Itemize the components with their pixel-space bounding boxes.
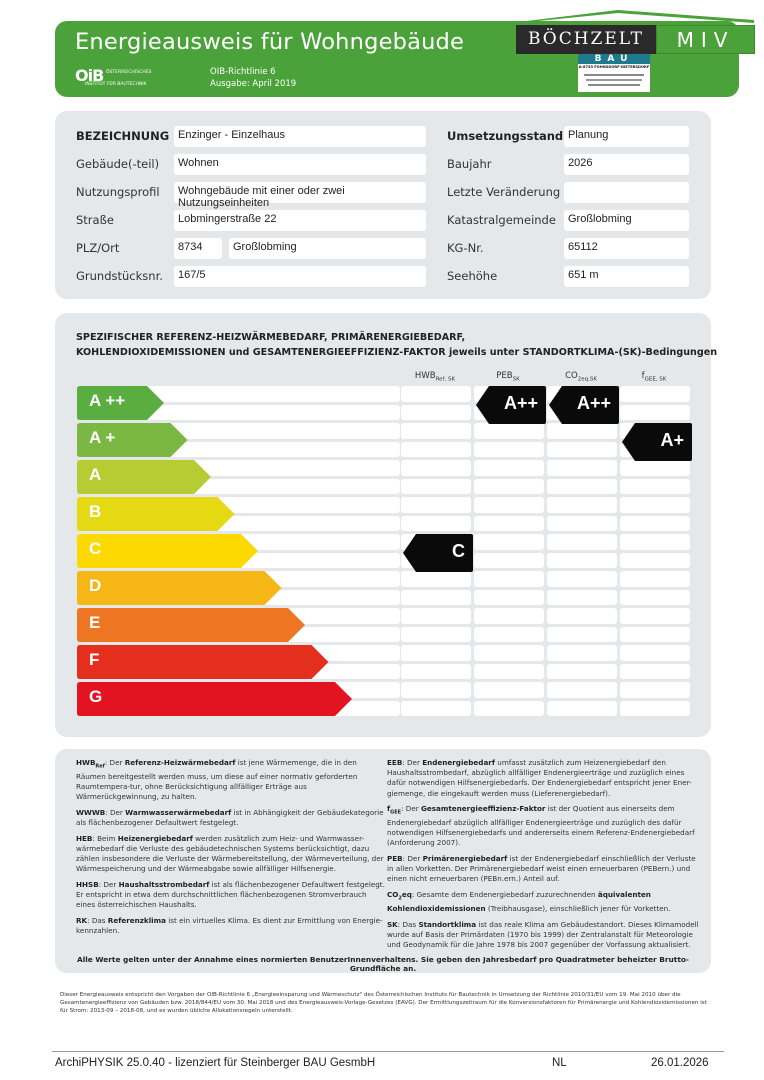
class-arrow-fill	[77, 608, 305, 642]
def-pre: : Der	[402, 854, 423, 864]
definitions-note: Alle Werte gelten unter der Annahme eines normierten BenutzerInnenverhaltens. Sie geben den Jahresbedarf pro Quadratmeter beheizter Brutto-Grundfläche an.	[77, 955, 689, 973]
def-pre: : Der	[402, 758, 423, 767]
def-bold: Referenzklima	[107, 916, 166, 926]
def-term: f	[387, 804, 391, 814]
scale-cell-co2	[547, 645, 617, 661]
def-bold: Haushaltsstrombedarf	[118, 879, 210, 889]
scale-cell-fgee	[620, 627, 690, 643]
label-letzte-veraenderung: Letzte Veränderung	[447, 185, 561, 199]
def-term-sub: GEE	[390, 809, 402, 816]
scale-cell-peb	[474, 516, 544, 532]
scale-cell-hwb	[401, 627, 471, 643]
scale-cell-peb	[474, 553, 544, 569]
energy-class-label: C	[89, 539, 102, 558]
rating-title-line2: KOHLENDIOXIDEMISSIONEN und GESAMTENERGIEEFFIZIENZ-FAKTOR jeweils unter STANDORTKLIMA-(SK)-Bedingungen	[76, 347, 718, 358]
definitions-panel	[55, 749, 711, 973]
column-header-hwb-base: HWB	[414, 371, 436, 381]
scale-cell-peb	[474, 608, 544, 624]
def-text: ist ein virtuelles Klima. Es dient zur Ermittlung von Energie-kennzahlen.	[76, 916, 383, 936]
scale-cell-co2	[547, 423, 617, 439]
def-term-suffix: eq	[401, 890, 412, 900]
scale-cell-fgee	[620, 497, 690, 513]
brand-logo-dark: BÖCHZELT	[516, 25, 656, 54]
def-text: ist jene Wärmemenge, die in den Räumen bereitgestellt werden muss, um diese auf einer normativ geforderten Raumtempera-tur, ohne Berücksichtigung allfälliger Erträge aus Wärmerückgewinnung, zu halten.	[76, 758, 358, 802]
def-term: HWB	[76, 758, 96, 767]
scale-cell-hwb	[401, 682, 471, 698]
definition-rk	[76, 916, 386, 936]
column-header-hwb-sub: Ref, SK	[435, 376, 456, 383]
bau-stamp-letters: BAU	[578, 54, 650, 64]
scale-cell-hwb	[401, 645, 471, 661]
definition-hwb	[76, 758, 386, 802]
class-arrow-fill	[77, 571, 282, 605]
column-header-fgee	[619, 371, 689, 383]
bau-stamp-address: A-8753 FOHNSDORF-DIETERSDORF	[578, 65, 650, 69]
scale-cell-hwb	[401, 405, 471, 421]
definition-fgee	[387, 804, 699, 848]
scale-cell-peb	[474, 497, 544, 513]
scale-cell-peb	[474, 534, 544, 550]
def-pre: : Beim	[92, 833, 118, 843]
scale-cell-hwb	[401, 571, 471, 587]
scale-cell-fgee	[620, 571, 690, 587]
ausgabe-label: Ausgabe: April 2019	[210, 79, 297, 89]
scale-cell-hwb	[401, 423, 471, 439]
scale-cell-fgee	[620, 479, 690, 495]
scale-cell-fgee	[620, 645, 690, 661]
column-header-peb-sub: SK	[512, 376, 520, 383]
scale-cell-co2	[547, 682, 617, 698]
energy-class-band	[77, 571, 282, 605]
scale-cell-peb	[474, 442, 544, 458]
field-bezeichnung: Enzinger - Einzelhaus	[174, 126, 426, 147]
column-header-peb	[473, 371, 543, 383]
oib-name-line2: INSTITUT FÜR BAUTECHNIK	[85, 82, 147, 87]
field-kg-nr: 65112	[564, 238, 689, 259]
def-pre: : Der	[401, 804, 421, 814]
field-gebaeudeteil: Wohnen	[174, 154, 426, 175]
scale-cell-peb	[474, 590, 544, 606]
def-term: CO	[387, 890, 399, 900]
scale-cell-co2	[547, 497, 617, 513]
def-text: umfasst zusätzlich zum Heizenergiebedarf den Haushaltsstrombedarf, abzüglich allfälliger Endenergieerträge und zuzüglich eines dafür notwendigen Hilfsenergiebedarfs. Der Endenergiebedarf entspricht jener Ener-giemenge, die eingekauft werden muss (Lieferenergiebedarf).	[387, 758, 692, 798]
scale-cell-peb	[474, 664, 544, 680]
definitions-left-column	[76, 758, 386, 942]
scale-cell-co2	[547, 534, 617, 550]
richtlinie-label: OIB-Richtlinie 6	[210, 67, 276, 77]
def-term: HHSB	[76, 879, 99, 889]
scale-cell-co2	[547, 701, 617, 717]
energy-class-band	[77, 497, 235, 531]
label-nutzungsprofil: Nutzungsprofil	[76, 185, 160, 199]
def-pre: : Gesamte dem Endenergiebedarf zuzurechnenden	[411, 890, 598, 900]
definition-eeb	[387, 758, 699, 799]
definition-co2eq	[387, 890, 699, 914]
scale-cell-peb	[474, 479, 544, 495]
energy-class-band	[77, 682, 352, 716]
def-pre: : Das	[87, 916, 108, 926]
roof-icon	[518, 7, 754, 23]
scale-cell-co2	[547, 627, 617, 643]
field-katastralgemeinde: Großlobming	[564, 210, 689, 231]
def-term: WWWB	[76, 807, 106, 817]
field-ort: Großlobming	[229, 238, 426, 259]
def-term: SK	[387, 919, 398, 929]
legal-fine-print: Dieser Energieausweis entspricht den Vorgaben der OIB-Richtlinie 6 „Energieeinsparung und Wärmeschutz" des Österreichischen Instituts für Bautechnik in Umsetzung der Richtlinie 2010/31/EU vom 19. Mai 2010 über die Gesamtenergieeffizienz von Gebäuden bzw. 2018/844/EU vom 30. Mai 2018 und des Energieausweis-Vorlage-Gesetzes (EAVG). Der Ermittlungszeitraum für die Konversionsfaktoren für Primärenergie und Kohlendioxidemissionen ist für Strom: 2013-09 – 2018-08, und es wurden übliche Allokationsregeln unterstellt.	[60, 992, 707, 1014]
scale-cell-hwb	[401, 608, 471, 624]
energy-class-band	[77, 645, 329, 679]
def-pre: : Der	[98, 879, 119, 889]
scale-cell-hwb	[401, 590, 471, 606]
building-info-panel	[55, 111, 711, 299]
def-text: ist in Abhängigkeit der Gebäudekategorie als flächenbezogener Defaultwert festgelegt.	[76, 807, 384, 827]
oib-name-line1: ÖSTERREICHISCHES	[106, 70, 152, 75]
scale-cell-co2	[547, 571, 617, 587]
scale-cell-fgee	[620, 590, 690, 606]
def-term-sub: Ref	[95, 763, 105, 770]
class-arrow-shape	[77, 571, 282, 605]
def-bold: Standortklima	[418, 919, 477, 929]
column-header-co2-base: CO	[565, 371, 578, 381]
label-umsetzungsstand: Umsetzungsstand	[447, 129, 564, 143]
class-arrow-shape	[77, 608, 305, 642]
energy-class-label: A ++	[89, 391, 126, 410]
rating-marker-fgee	[622, 423, 692, 459]
def-term: HEB	[76, 833, 93, 843]
energy-class-label: B	[89, 502, 102, 521]
rating-marker-label: A++	[503, 392, 538, 413]
scale-cell-hwb	[401, 701, 471, 717]
def-pre: : Der	[104, 758, 125, 767]
field-baujahr: 2026	[564, 154, 689, 175]
energy-class-band	[77, 534, 258, 568]
def-pre: : Das	[397, 919, 419, 929]
label-grundstuecksnr: Grundstücksnr.	[76, 269, 163, 283]
def-text: ist das reale Klima am Gebäudestandort. Dieses Klimamodell wurde auf Basis der Primärdaten (1970 bis 1999) der Zentralanstalt für Meteorologie und Geodynamik für die Jahre 1978 bis 2007 gegenüber der Vorfassung aktualisiert.	[387, 919, 699, 949]
def-bold: Primärenergiebedarf	[422, 854, 508, 864]
column-header-hwb	[400, 371, 470, 383]
energy-class-label: G	[89, 687, 103, 706]
class-arrow-shape	[77, 645, 329, 679]
class-arrow-shape	[77, 534, 258, 568]
scale-cell-hwb	[401, 516, 471, 532]
def-term: EEB	[387, 758, 403, 767]
scale-cell-hwb	[401, 442, 471, 458]
def-text: ist der Endenergiebedarf einschließlich der Verluste in allen Vorketten. Der Primärenergiebedarf weist einen erneuerbaren (PEBern.) und einen nicht erneuerbaren (PEBn.ern.) Anteil auf.	[387, 854, 696, 884]
bau-stamp	[578, 54, 650, 92]
scale-cell-co2	[547, 664, 617, 680]
label-plz-ort: PLZ/Ort	[76, 241, 120, 255]
scale-cell-fgee	[620, 608, 690, 624]
scale-cell-peb	[474, 571, 544, 587]
def-bold: Endenergiebedarf	[422, 758, 495, 767]
label-baujahr: Baujahr	[447, 157, 492, 171]
rating-marker-label: C	[452, 540, 465, 561]
document-title: Energieausweis für Wohngebäude	[75, 29, 465, 55]
column-header-fgee-sub: GEE, SK	[644, 376, 667, 383]
def-bold: Warmwasserwärmebedarf	[125, 807, 232, 817]
column-header-co2	[546, 371, 616, 383]
rating-marker-hwb	[403, 534, 473, 570]
energy-class-label: E	[89, 613, 101, 632]
scale-cell-peb	[474, 460, 544, 476]
footer-divider	[52, 1051, 724, 1052]
scale-cell-co2	[547, 442, 617, 458]
def-term: PEB	[387, 854, 403, 864]
def-pre: : Der	[105, 807, 126, 817]
scale-cell-fgee	[620, 386, 690, 402]
label-strasse: Straße	[76, 213, 114, 227]
def-bold: Gesamtenergieeffizienz-Faktor	[420, 804, 546, 814]
scale-cell-peb	[474, 627, 544, 643]
rating-marker-peb	[476, 386, 546, 422]
energy-class-label: A	[89, 465, 102, 484]
field-umsetzungsstand: Planung	[564, 126, 689, 147]
def-text: ist der Quotient aus einerseits dem Endenergiebedarf abzüglich allfälliger Endenergieerträge und zuzüglich des dafür notwendigen Hilfsenergiebedarfs und andererseits einem Referenz-Endenergiebedarf (Anforderung 2007).	[387, 804, 695, 848]
rating-title-line1: SPEZIFISCHER REFERENZ-HEIZWÄRMEBEDARF, PRIMÄRENERGIEBEDARF,	[76, 332, 466, 343]
scale-cell-co2	[547, 460, 617, 476]
field-seehoehe: 651 m	[564, 266, 689, 287]
scale-cell-fgee	[620, 553, 690, 569]
scale-cell-co2	[547, 590, 617, 606]
def-term-sub: 2	[398, 895, 402, 902]
definition-wwwb	[76, 808, 386, 828]
definition-heb	[76, 834, 386, 875]
column-header-co2-sub: 2eq,SK	[577, 376, 597, 383]
scale-cell-hwb	[401, 497, 471, 513]
field-grundstuecksnr: 167/5	[174, 266, 426, 287]
scale-cell-co2	[547, 516, 617, 532]
scale-cell-fgee	[620, 460, 690, 476]
def-bold: Referenz-Heizwärmebedarf	[124, 758, 236, 767]
label-bezeichnung: BEZEICHNUNG	[76, 129, 170, 143]
field-strasse: Lobmingerstraße 22	[174, 210, 426, 231]
energy-class-label: F	[89, 650, 100, 669]
class-arrow-fill	[77, 645, 329, 679]
scale-cell-peb	[474, 645, 544, 661]
rating-marker-co2	[549, 386, 619, 422]
brand-logo-green: MIV	[656, 25, 755, 54]
footer-software: ArchiPHYSIK 25.0.40 - lizenziert für Steinberger BAU GesmbH	[55, 1057, 376, 1069]
def-text: ist als flächenbezogener Defaultwert festgelegt. Er entspricht in etwa dem durchschnittlichen flächenbezogenen Stromverbrauch eines österreichischen Haushalts.	[76, 879, 385, 910]
energy-class-label: D	[89, 576, 102, 595]
class-arrow-fill	[77, 534, 258, 568]
energy-class-band	[77, 423, 188, 457]
scale-cell-fgee	[620, 682, 690, 698]
scale-cell-co2	[547, 608, 617, 624]
scale-cell-fgee	[620, 405, 690, 421]
scale-cell-peb	[474, 423, 544, 439]
energy-rating-panel	[55, 313, 718, 737]
scale-cell-co2	[547, 479, 617, 495]
footer-code: NL	[552, 1057, 567, 1069]
label-gebaeudeteil: Gebäude(-teil)	[76, 157, 160, 171]
column-header-fgee-base: f	[641, 371, 645, 381]
scale-cell-hwb	[401, 460, 471, 476]
label-seehoehe: Seehöhe	[447, 269, 498, 283]
energy-class-band	[77, 460, 211, 494]
definition-peb	[387, 854, 699, 885]
class-arrow-shape	[77, 682, 352, 716]
oib-logo-mark: OiB	[75, 66, 104, 85]
rating-marker-label: A+	[660, 429, 684, 450]
rating-marker-label: A++	[576, 392, 611, 413]
footer-date: 26.01.2026	[651, 1057, 709, 1069]
scale-cell-fgee	[620, 664, 690, 680]
scale-cell-co2	[547, 553, 617, 569]
definition-sk	[387, 920, 699, 951]
scale-cell-hwb	[401, 664, 471, 680]
label-katastralgemeinde: Katastralgemeinde	[447, 213, 556, 227]
scale-cell-fgee	[620, 534, 690, 550]
energy-class-label: A +	[89, 428, 116, 447]
class-arrow-fill	[77, 682, 352, 716]
def-bold: äquivalenten Kohlendioxidemissionen	[387, 890, 651, 913]
scale-cell-fgee	[620, 701, 690, 717]
energy-class-band	[77, 608, 305, 642]
def-text: (Treibhausgase), einschließlich jener für Vorketten.	[485, 903, 671, 913]
field-plz: 8734	[174, 238, 222, 259]
def-text: werden zusätzlich zum Heiz- und Warmwasser-wärmebedarf die Verluste des gebäudetechnischen Systems berücksichtigt, dazu zählen insbesondere die Verluste der Wärmebereitstellung, der Wärmeverteilung, der Wärmespeicherung und der Wärmeabgabe sowie allfälliger Hilfsenergie.	[76, 833, 384, 874]
definitions-right-column	[387, 758, 699, 956]
field-letzte-veraenderung	[564, 182, 689, 203]
field-nutzungsprofil: Wohngebäude mit einer oder zwei Nutzungseinheiten	[174, 182, 426, 203]
label-kg-nr: KG-Nr.	[447, 241, 484, 255]
scale-cell-fgee	[620, 516, 690, 532]
def-bold: Heizenergiebedarf	[117, 833, 193, 843]
column-header-peb-base: PEB	[496, 371, 513, 381]
scale-cell-hwb	[401, 386, 471, 402]
def-term: RK	[76, 916, 88, 926]
bau-stamp-fine-lines	[578, 71, 650, 89]
scale-cell-peb	[474, 682, 544, 698]
definition-hhsb	[76, 880, 386, 911]
energy-class-band	[77, 386, 164, 420]
scale-cell-peb	[474, 701, 544, 717]
scale-cell-hwb	[401, 479, 471, 495]
